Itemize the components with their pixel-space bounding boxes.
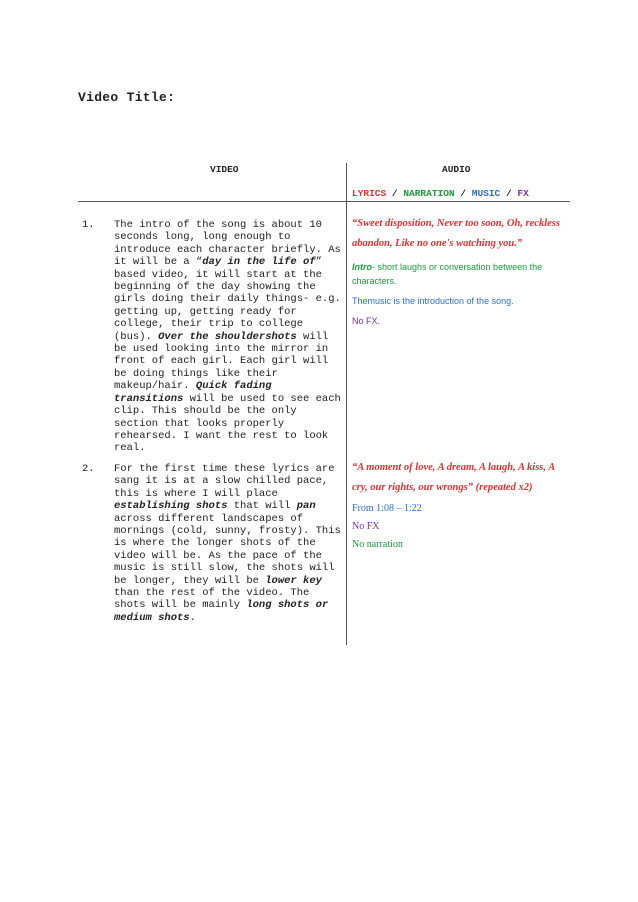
narration-label: NARRATION bbox=[403, 188, 455, 199]
audio-column-header: AUDIO bbox=[442, 164, 471, 175]
lyrics-label: LYRICS bbox=[352, 188, 387, 199]
label-separator: / bbox=[500, 188, 518, 199]
fx-note: No FX. bbox=[352, 316, 381, 326]
video-emphasis: establishing shots bbox=[114, 500, 228, 513]
column-divider bbox=[346, 163, 347, 645]
intro-label: Intro bbox=[352, 262, 372, 272]
video-emphasis: lower key bbox=[265, 574, 322, 587]
video-text: The intro of the song is about 10 seconds long, long enough to introduce each character briefly. As it will be a “ bbox=[114, 219, 341, 269]
video-text: . bbox=[189, 611, 196, 624]
video-text: than the rest of the video. The shots will be mainly bbox=[114, 587, 310, 612]
narration-note: No narration bbox=[352, 539, 403, 550]
audio-description bbox=[352, 458, 570, 554]
intro-text: - short laughs or conversation between the characters. bbox=[352, 262, 543, 286]
video-text: will be used looking into the mirror in front of each girl. Each girl will be doing things like their makeup/hair. bbox=[114, 330, 329, 393]
video-emphasis: long shots or medium shots bbox=[114, 599, 329, 624]
music-note: From 1:08 – 1:22 bbox=[352, 503, 422, 514]
video-emphasis: Quick fading transitions bbox=[114, 380, 272, 405]
video-emphasis: Over the shouldershots bbox=[158, 330, 297, 343]
row-number: 1. bbox=[82, 219, 95, 231]
video-column-header: VIDEO bbox=[210, 164, 239, 175]
video-emphasis: pan bbox=[296, 500, 316, 513]
video-text: will be used to see each clip. This should be the only section that looks properly rehearsed. I want the rest to look real. bbox=[114, 392, 341, 455]
audio-category-labels bbox=[352, 188, 529, 199]
video-text: across different landscapes of mornings (cold, sunny, frosty). This is where the longer shots of the video will be. As the pace of the music is still slow, the shots will be longer, they will be bbox=[114, 512, 341, 587]
music-label: MUSIC bbox=[471, 188, 501, 199]
video-emphasis: day in the life of bbox=[202, 256, 316, 269]
video-text: For the first time these lyrics are sang it is at a slow chilled pace, this is where I will place bbox=[114, 463, 335, 500]
lyrics-text: “A moment of love, A dream, A laugh, A kiss, A cry, our rights, our wrongs” (repeated x2) bbox=[352, 462, 555, 493]
video-description bbox=[114, 219, 342, 455]
row-number: 2. bbox=[82, 463, 95, 475]
fx-label: FX bbox=[517, 188, 529, 199]
fx-note: No FX bbox=[352, 521, 380, 532]
audio-description bbox=[352, 214, 570, 328]
video-text: ” based video, it will start at the beginning of the day showing the girls doing their daily things- e.g. getting up, getting ready for college, their trip to college (bus). bbox=[114, 256, 341, 343]
header-rule bbox=[78, 201, 570, 202]
lyrics-text: “Sweet disposition, Never too soon, Oh, reckless abandon, Like no one's watching you.” bbox=[352, 218, 560, 249]
music-note: Themusic is the introduction of the song. bbox=[352, 296, 514, 306]
label-separator: / bbox=[386, 188, 404, 199]
video-text: that will bbox=[227, 500, 297, 513]
narration-note bbox=[352, 260, 570, 288]
document-title: Video Title: bbox=[78, 90, 176, 105]
label-separator: / bbox=[454, 188, 472, 199]
video-description bbox=[114, 463, 342, 624]
